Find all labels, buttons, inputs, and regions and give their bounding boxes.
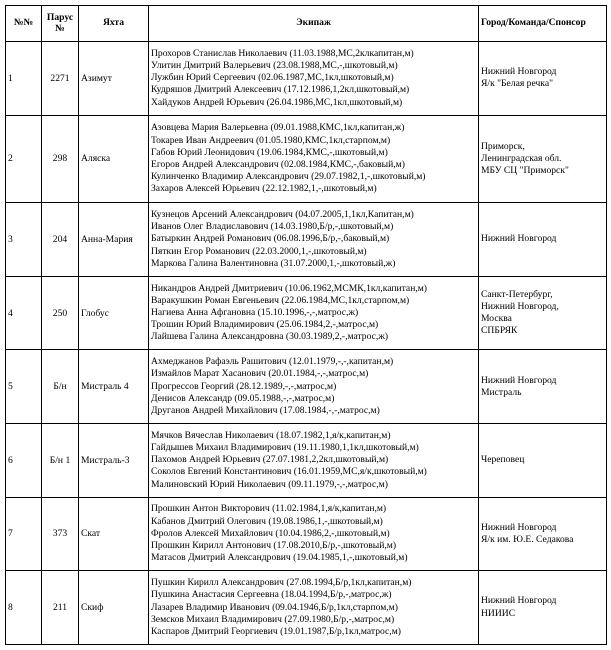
crew-member: Кабанов Дмитрий Олегович (19.08.1986,1,-,шкотовый,м)	[151, 515, 383, 527]
crew-cell	[149, 115, 479, 203]
crew-cell	[149, 571, 479, 645]
sail-number: 211	[42, 571, 79, 645]
crew-member: Ахмеджанов Рафаэль Рашитович (12.01.1979,-,-,капитан,м)	[151, 356, 394, 368]
team-cell	[479, 350, 607, 424]
team-line: НИИИС	[481, 607, 516, 619]
crew-member: Егоров Андрей Александрович (02.08.1984,КМС,-,баковый,м)	[151, 158, 405, 170]
team-line: Череповец	[481, 454, 525, 466]
sail-number: 2271	[42, 42, 79, 116]
crew-member: Прохоров Станислав Николаевич (11.03.1988,МС,2клкапитан,м)	[151, 47, 414, 59]
table-row	[6, 350, 607, 424]
crew-member: Прошкин Кирилл Антонович (17.08.2010,Б/р,-,шкотовый,м)	[151, 540, 397, 552]
header-num: №№	[6, 6, 42, 42]
team-line: Нижний Новгород,	[481, 300, 559, 312]
crew-member: Маркова Галина Валентиновна (31.07.2000,1,-,шкотовый,ж)	[151, 257, 396, 269]
table-row	[6, 203, 607, 277]
crew-member: Фролов Алексей Михайлович (10.04.1986,2,-,шкотовый,м)	[151, 527, 390, 539]
header-crew: Экипаж	[149, 6, 479, 42]
table-row	[6, 276, 607, 350]
crew-member: Иванов Олег Владиславович (14.03.1980,Б/р,-,шкотовый,м)	[151, 221, 394, 233]
crew-member: Варакушкин Роман Евгеньевич (22.06.1984,МС,1кл,старпом,м)	[151, 294, 410, 306]
crew-member: Пушкина Анастасия Сергеевна (18.04.1994,Б/р,-,матрос,ж)	[151, 589, 392, 601]
team-cell	[479, 424, 607, 498]
team-cell	[479, 115, 607, 203]
team-line: Ленинградская обл.	[481, 152, 562, 164]
crew-cell	[149, 350, 479, 424]
crew-cell	[149, 42, 479, 116]
row-number: 8	[6, 571, 42, 645]
crew-member: Измайлов Марат Хасанович (20.01.1984,-,-,матрос,м)	[151, 368, 369, 380]
crew-member: Кузнецов Арсений Александрович (04.07.2005,1,1кл,Капитан,м)	[151, 209, 414, 221]
team-line: Нижний Новгород	[481, 66, 557, 78]
yacht-name: Скиф	[79, 571, 149, 645]
team-line: Москва	[481, 313, 512, 325]
yacht-name: Анна-Мария	[79, 203, 149, 277]
crew-member: Захаров Алексей Юрьевич (22.12.1982,1,-,шкотовый,м)	[151, 183, 377, 195]
crew-member: Мячков Вячеслав Николаевич (18.07.1982,1,я/к,капитан,м)	[151, 429, 391, 441]
team-cell	[479, 276, 607, 350]
crew-member: Соколов Евгений Константинович (16.01.1959,МС,я/к,шкотовый,м)	[151, 466, 427, 478]
crew-member: Матасов Дмитрий Александрович (19.04.1985,1,-,шкотовый,м)	[151, 552, 408, 564]
yacht-name: Мистраль-3	[79, 424, 149, 498]
crew-member: Гайдышев Михаил Владимирович (19.11.1980,1,1кл,шкотовый,м)	[151, 442, 419, 454]
crew-member: Лайшева Галина Александровна (30.03.1989,2,-,матрос,ж)	[151, 331, 389, 343]
crew-member: Улитин Дмитрий Валерьевич (23.08.1988,МС,-,шкотовый,м)	[151, 60, 398, 71]
yacht-name: Мистраль 4	[79, 350, 149, 424]
yacht-name: Скат	[79, 497, 149, 571]
team-line: Санкт-Петербург,	[481, 288, 553, 300]
yacht-name: Азимут	[79, 42, 149, 116]
crew-member: Кудряшов Дмитрий Алексеевич (17.12.1986,1,2кл,шкотовый,м)	[151, 84, 410, 96]
team-line: Я/к "Белая речка"	[481, 78, 553, 90]
yacht-name: Аляска	[79, 115, 149, 203]
crew-member: Хайдуков Андрей Юрьевич (26.04.1986,МС,1кл,шкотовый,м)	[151, 96, 403, 108]
crew-member: Кулинченко Владимир Александрович (29.07.1982,1,-,шкотовый,м)	[151, 171, 426, 183]
crew-cell	[149, 276, 479, 350]
team-cell	[479, 203, 607, 277]
header-sail: Парус №	[42, 6, 79, 42]
crew-member: Пахомов Андрей Юрьевич (27.07.1981,2,2кл,шкотовый,м)	[151, 454, 389, 466]
crew-member: Денисов Александр (09.05.1988,-,-,матрос,м)	[151, 392, 335, 404]
yacht-name: Глобус	[79, 276, 149, 350]
row-number: 5	[6, 350, 42, 424]
row-number: 7	[6, 497, 42, 571]
row-number: 2	[6, 115, 42, 203]
crew-member: Малиновский Юрий Николаевич (09.11.1979,-,-,матрос,м)	[151, 478, 388, 490]
sail-number: Б/н 1	[42, 424, 79, 498]
header-yacht: Яхта	[79, 6, 149, 42]
table-row	[6, 42, 607, 116]
team-line: СПБРЯК	[481, 325, 518, 337]
table-header-row	[6, 6, 607, 42]
header-team: Город/Команда/Спонсор	[479, 6, 607, 42]
crew-member: Трошин Юрий Владимирович (25.06.1984,2,-,матрос,м)	[151, 319, 379, 331]
crew-member: Нагиева Анна Афгановна (15.10.1996,-,-,матрос,ж)	[151, 307, 359, 319]
team-line: МБУ СЦ "Приморск"	[481, 165, 569, 177]
crew-cell	[149, 203, 479, 277]
team-cell	[479, 497, 607, 571]
row-number: 3	[6, 203, 42, 277]
team-cell	[479, 42, 607, 116]
crew-cell	[149, 424, 479, 498]
crew-member: Прошкин Антон Викторович (11.02.1984,1,я/к,капитан,м)	[151, 503, 387, 515]
sail-number: 298	[42, 115, 79, 203]
crew-member: Батыркин Андрей Романович (06.08.1996,Б/р,-,баковый,м)	[151, 233, 390, 245]
sail-number: 373	[42, 497, 79, 571]
team-line: Нижний Новгород	[481, 521, 557, 533]
crew-member: Лужбин Юрий Сергеевич (02.06.1987,МС,1кл,шкотовый,м)	[151, 72, 394, 84]
table-row	[6, 424, 607, 498]
team-line: Нижний Новгород	[481, 595, 557, 607]
crew-member: Пушкин Кирилл Александрович (27.08.1994,Б/р,1кл,капитан,м)	[151, 577, 412, 589]
table-row	[6, 571, 607, 645]
crew-member: Прогрессов Георгий (28.12.1989,-,-,матрос,м)	[151, 380, 337, 392]
crew-table	[5, 5, 607, 645]
sail-number: 250	[42, 276, 79, 350]
crew-member: Никандров Андрей Дмитриевич (10.06.1962,МСМК,1кл,капитан,м)	[151, 282, 427, 294]
team-line: Приморск,	[481, 140, 525, 152]
team-cell	[479, 571, 607, 645]
sail-number: Б/н	[42, 350, 79, 424]
team-line: Мистраль	[481, 386, 522, 398]
crew-member: Лазарев Владимир Иванович (09.04.1946,Б/р,1кл,старпом,м)	[151, 601, 398, 613]
team-line: Нижний Новгород	[481, 233, 557, 245]
crew-member: Земсков Михаил Владимирович (27.09.1980,Б/р,-,матрос,м)	[151, 613, 395, 625]
row-number: 4	[6, 276, 42, 350]
team-line: Я/к им. Ю.Е. Седакова	[481, 533, 574, 545]
sail-number: 204	[42, 203, 79, 277]
team-line: Нижний Новгород	[481, 374, 557, 386]
crew-member: Пяткин Егор Романович (22.03.2000,1,-,шкотовый,м)	[151, 245, 367, 257]
table-body	[6, 42, 607, 645]
row-number: 6	[6, 424, 42, 498]
crew-member: Габов Юрий Леонидович (19.06.1984,КМС,-,шкотовый,м)	[151, 146, 388, 158]
table-row	[6, 497, 607, 571]
crew-member: Токарев Иван Андреевич (01.05.1980,КМС,1кл,старпом,м)	[151, 134, 391, 146]
table-row	[6, 115, 607, 203]
crew-member: Друганов Андрей Михайлович (17.08.1984,-,-,матрос,м)	[151, 405, 380, 417]
crew-member: Каспаров Дмитрий Георгиевич (19.01.1987,Б/р,1кл,матрос,м)	[151, 625, 401, 637]
row-number: 1	[6, 42, 42, 116]
crew-cell	[149, 497, 479, 571]
crew-member: Азовцева Мария Валерьевна (09.01.1988,КМС,1кл,капитан,ж)	[151, 122, 405, 134]
